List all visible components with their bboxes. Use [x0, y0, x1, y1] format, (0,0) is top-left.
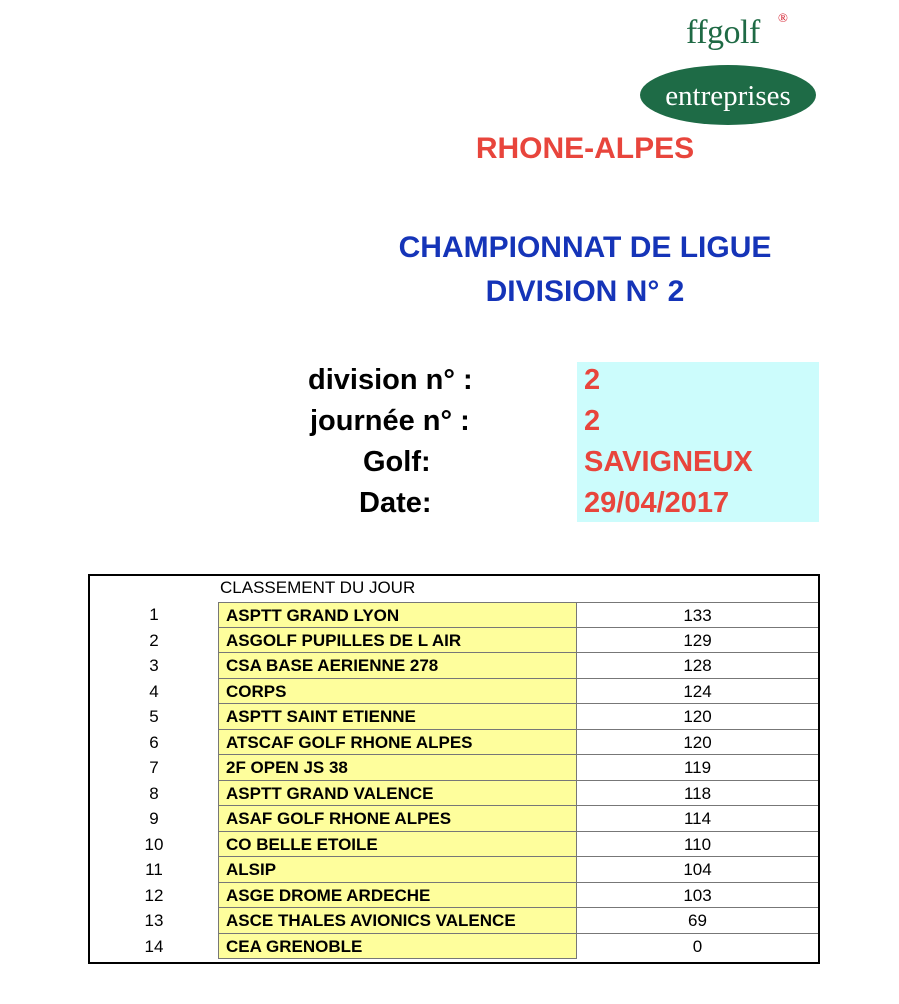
region-title: RHONE-ALPES [475, 132, 695, 165]
rank-cell: 2 [149, 630, 159, 650]
table-row [90, 704, 818, 730]
team-cell: ASPTT SAINT ETIENNE [218, 704, 577, 730]
score-cell: 103 [577, 883, 818, 909]
championship-title [330, 226, 840, 314]
table-row [90, 883, 818, 909]
score-cell: 104 [577, 857, 818, 883]
score-cell: 119 [577, 755, 818, 781]
score-cell: 124 [577, 679, 818, 705]
journee-value: 2 [584, 405, 601, 437]
table-row [90, 806, 818, 832]
score-cell: 69 [577, 908, 818, 934]
table-row [90, 781, 818, 807]
ffgolf-entreprises-logo [640, 10, 820, 130]
score-cell: 114 [577, 806, 818, 832]
table-row [90, 679, 818, 705]
division-label: division n° : [308, 364, 473, 396]
golf-value: SAVIGNEUX [584, 446, 753, 478]
rank-cell: 3 [149, 656, 159, 675]
rank-cell: 5 [149, 707, 159, 726]
team-cell: ASGOLF PUPILLES DE L AIR [218, 628, 577, 654]
team-cell: ASPTT GRAND VALENCE [218, 781, 577, 807]
date-label: Date: [359, 487, 432, 519]
score-cell: 110 [577, 832, 818, 858]
journee-label: journée n° : [310, 405, 470, 437]
table-row [90, 602, 818, 628]
rank-cell: 12 [144, 885, 164, 905]
rank-cell: 14 [144, 936, 164, 956]
title-line-1: CHAMPIONNAT DE LIGUE [398, 231, 772, 264]
date-value: 29/04/2017 [584, 487, 730, 519]
table-row [90, 730, 818, 756]
logo-brand: ffgolf [686, 14, 760, 51]
score-cell: 128 [577, 653, 818, 679]
team-cell: CO BELLE ETOILE [218, 832, 577, 858]
score-cell: 120 [577, 730, 818, 756]
logo-registered-mark: ® [778, 10, 788, 25]
rank-cell: 6 [149, 732, 159, 752]
score-cell: 118 [577, 781, 818, 807]
division-value: 2 [584, 364, 601, 396]
team-cell: ASCE THALES AVIONICS VALENCE [218, 908, 577, 934]
team-cell: ASGE DROME ARDECHE [218, 883, 577, 909]
rank-cell: 11 [145, 860, 163, 879]
rank-cell: 8 [149, 783, 159, 803]
rank-cell: 10 [144, 834, 164, 854]
rank-cell: 4 [149, 681, 159, 701]
rank-cell: 1 [149, 605, 159, 624]
team-cell: ALSIP [218, 857, 577, 883]
team-cell: ASAF GOLF RHONE ALPES [218, 806, 577, 832]
table-row [90, 908, 818, 934]
table-row [90, 653, 818, 679]
golf-label: Golf: [363, 446, 431, 478]
table-row [90, 755, 818, 781]
team-cell: CORPS [218, 679, 577, 705]
standings-header: CLASSEMENT DU JOUR [220, 578, 416, 597]
rank-cell: 7 [149, 758, 159, 777]
logo-sub: entreprises [665, 80, 791, 112]
table-row [90, 857, 818, 883]
team-cell: ASPTT GRAND LYON [218, 602, 577, 628]
score-cell: 129 [577, 628, 818, 654]
title-line-2: DIVISION N° 2 [485, 275, 685, 308]
table-row [90, 628, 818, 654]
table-row [90, 832, 818, 858]
score-cell: 120 [577, 704, 818, 730]
team-cell: 2F OPEN JS 38 [218, 755, 577, 781]
score-cell: 0 [692, 936, 703, 956]
team-cell: CSA BASE AERIENNE 278 [218, 653, 577, 679]
rank-cell: 9 [149, 809, 159, 828]
team-cell: CEA GRENOBLE [218, 934, 577, 960]
score-cell: 133 [577, 602, 818, 628]
team-cell: ATSCAF GOLF RHONE ALPES [218, 730, 577, 756]
table-row [90, 934, 818, 960]
rank-cell: 13 [144, 911, 164, 930]
